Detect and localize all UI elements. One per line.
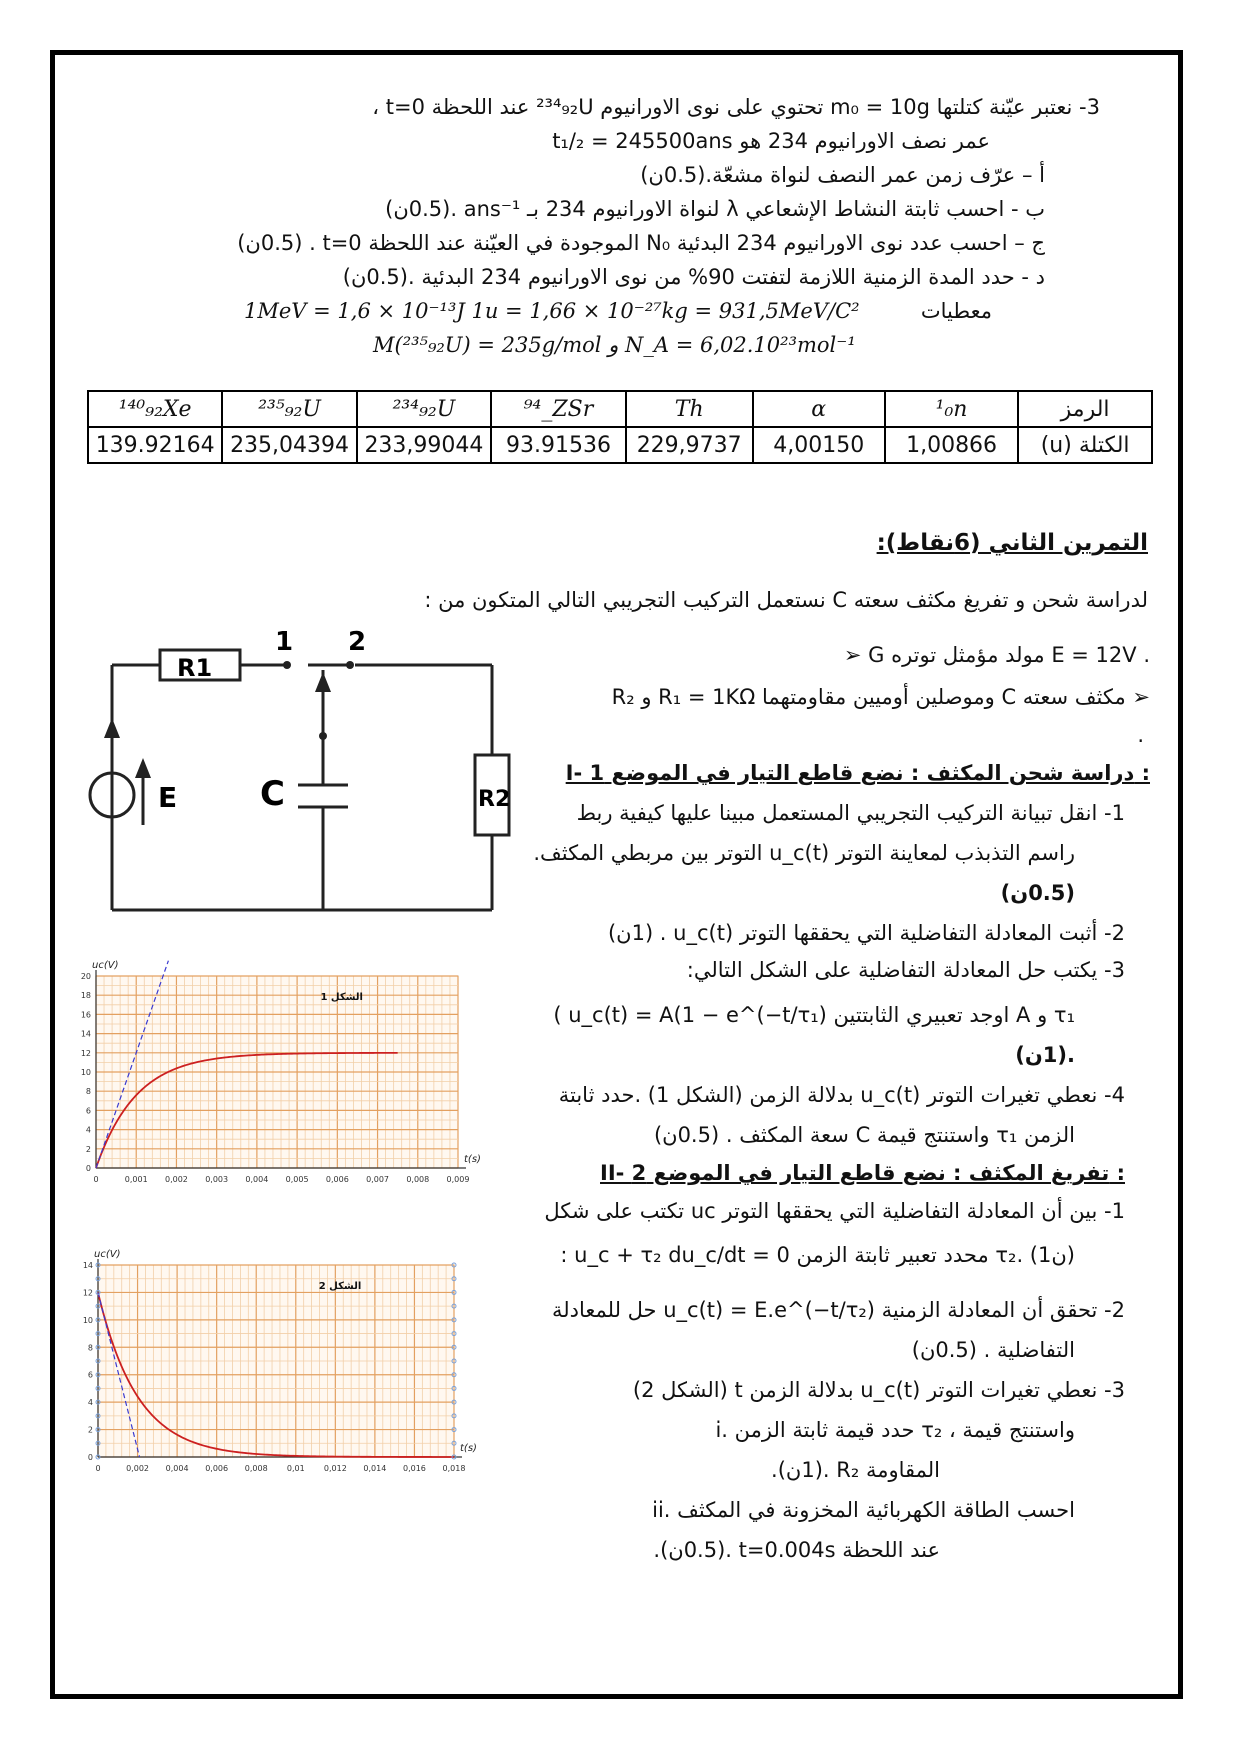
mass-table-header-row bbox=[88, 391, 1152, 427]
part2-title: II- تفريغ المكثف : نضع قاطع التيار في الموضع 2 : bbox=[600, 1161, 1125, 1185]
ex1-q3-line1: 3- نعتبر عيّنة كتلتها m₀ = 10g تحتوي على نوى الاورانيوم ²³⁴₉₂U عند اللحظة t=0 ، bbox=[372, 95, 1100, 119]
p2-q1-l1: 1- بين أن المعادلة التفاضلية التي يحققها التوتر uc تكتب على شكل bbox=[544, 1199, 1125, 1223]
chart-title: الشكل 2 bbox=[318, 1281, 362, 1292]
y-tick-label: 6 bbox=[87, 1370, 93, 1380]
y-tick-label: 8 bbox=[85, 1087, 91, 1097]
y-tick-label: 8 bbox=[87, 1343, 93, 1353]
label-r2: R2 bbox=[478, 787, 511, 812]
givens-line2: M(²³⁵₉₂U) = 235g/mol و N_A = 6,02.10²³mol⁻¹ bbox=[373, 333, 856, 357]
x-tick-label: 0,005 bbox=[285, 1175, 309, 1184]
ex2-bullet2: ➢ مكثف سعته C وموصلين أوميين مقاومتهما R₁ = 1KΩ و R₂ bbox=[611, 685, 1150, 709]
switch-terminal-2 bbox=[346, 661, 354, 669]
y-tick-label: 16 bbox=[80, 1010, 91, 1020]
ex1-qb: ب - احسب ثابتة النشاط الإشعاعي λ لنواة الاورانيوم 234 بـ ans⁻¹ .(0.5ن) bbox=[385, 197, 1045, 221]
label-c: C bbox=[260, 774, 285, 814]
mass-table-symbol: Th bbox=[626, 391, 753, 427]
y-axis-label: uc(V) bbox=[92, 960, 119, 971]
x-tick-label: 0,003 bbox=[205, 1175, 229, 1184]
y-tick-label: 2 bbox=[85, 1144, 91, 1154]
mass-table-mass: 229,9737 bbox=[626, 427, 753, 463]
mass-table-mass: 93.91536 bbox=[491, 427, 626, 463]
x-tick-label: 0,008 bbox=[406, 1175, 430, 1184]
chart-figure-2 bbox=[82, 1245, 522, 1485]
y-tick-label: 2 bbox=[87, 1425, 93, 1435]
p2-q3: 3- نعطي تغيرات التوتر u_c(t) بدلالة الزمن t (الشكل 2) bbox=[632, 1378, 1125, 1402]
y-tick-label: 20 bbox=[80, 972, 91, 981]
mass-table-mass: 235,04394 bbox=[222, 427, 356, 463]
p2-qi-l2: المقاومة R₂ .(1ن). bbox=[771, 1458, 940, 1482]
y-tick-label: 14 bbox=[80, 1029, 91, 1039]
mass-table-symbol: الرمز bbox=[1018, 391, 1152, 427]
x-axis-label: t(s) bbox=[464, 1154, 481, 1165]
p1-q2: 2- أثبت المعادلة التفاضلية التي يحققها التوتر u_c(t) . (1ن) bbox=[607, 921, 1125, 945]
mass-table-mass: 1,00866 bbox=[885, 427, 1018, 463]
label-1: 1 bbox=[275, 627, 294, 657]
mass-table-value-row bbox=[88, 427, 1152, 463]
mass-table-symbol: ⁹⁴_ZSr bbox=[491, 391, 626, 427]
mass-table-symbol: ¹⁴⁰₉₂Xe bbox=[88, 391, 222, 427]
mass-table-mass: 139.92164 bbox=[88, 427, 222, 463]
x-tick-label: 0,004 bbox=[245, 1175, 269, 1184]
p2-q2-l2: التفاضلية . (0.5ن) bbox=[911, 1338, 1075, 1362]
x-tick-label: 0,007 bbox=[366, 1175, 390, 1184]
x-tick-label: 0,006 bbox=[205, 1464, 229, 1473]
part1-title: I- دراسة شحن المكثف : نضع قاطع التيار في الموضع 1 : bbox=[565, 761, 1150, 785]
p2-q2-l1: 2- تحقق أن المعادلة الزمنية u_c(t) = E.e^(−t/τ₂) حل للمعادلة bbox=[551, 1298, 1125, 1322]
p1-q4-l1: 4- نعطي تغيرات التوتر u_c(t) بدلالة الزمن (الشكل 1) .حدد ثابتة bbox=[558, 1083, 1125, 1107]
x-tick-label: 0 bbox=[93, 1175, 99, 1184]
p1-q3-l3: .(1ن) bbox=[1015, 1043, 1075, 1067]
ex2-intro: لدراسة شحن و تفريغ مكثف سعته C نستعمل التركيب التجريبي التالي المتكون من : bbox=[424, 588, 1148, 612]
x-tick-label: 0,009 bbox=[446, 1175, 470, 1184]
givens-label: معطيات bbox=[920, 299, 992, 323]
p1-q1-l3: (0.5ن) bbox=[1000, 881, 1075, 905]
x-tick-label: 0,001 bbox=[124, 1175, 148, 1184]
p2-qii-l1: ii. احسب الطاقة الكهربائية المخزونة في المكثف bbox=[652, 1498, 1075, 1522]
ex1-qa: أ – عرّف زمن عمر النصف لنواة مشعّة.(0.5ن) bbox=[640, 163, 1045, 187]
circuit-diagram bbox=[80, 620, 520, 940]
chart-title: الشكل 1 bbox=[320, 992, 364, 1003]
ex2-title: التمرين الثاني (6نقاط): bbox=[876, 530, 1148, 556]
p2-q1-l2: : u_c + τ₂ du_c/dt = 0 محدد تعبير ثابتة الزمن τ₂. (1ن) bbox=[560, 1243, 1075, 1267]
ex1-qc: ج – احسب عدد نوى الاورانيوم 234 البدئية N₀ الموجودة في العيّنة عند اللحظة t=0 . (0.5ن) bbox=[237, 231, 1045, 255]
arrow-E bbox=[135, 758, 151, 778]
ex2-bullet1: ➢ G مولد مؤمثل توتره E = 12V . bbox=[843, 643, 1150, 667]
label-2: 2 bbox=[348, 627, 367, 657]
mass-table bbox=[87, 390, 1153, 464]
givens-line1: 1MeV = 1,6 × 10⁻¹³J 1u = 1,66 × 10⁻²⁷kg = 931,5MeV/C² bbox=[244, 299, 860, 323]
y-tick-label: 4 bbox=[87, 1398, 93, 1408]
mass-table-mass: 4,00150 bbox=[753, 427, 885, 463]
x-tick-label: 0,004 bbox=[165, 1464, 189, 1473]
label-r1: R1 bbox=[177, 654, 213, 682]
p1-q3-l2: ( u_c(t) = A(1 − e^(−t/τ₁) اوجد تعبيري الثابتتين A و τ₁ bbox=[553, 1003, 1075, 1027]
y-tick-label: 0 bbox=[85, 1164, 91, 1173]
y-tick-label: 0 bbox=[87, 1453, 93, 1462]
y-tick-label: 12 bbox=[82, 1288, 93, 1298]
ex2-dot: . bbox=[1137, 723, 1144, 747]
x-tick-label: 0,008 bbox=[244, 1464, 268, 1473]
p1-q4-l2: الزمن τ₁ واستنتج قيمة C سعة المكثف . (0.5ن) bbox=[653, 1123, 1075, 1147]
ex1-qd: د - حدد المدة الزمنية اللازمة لتفتت 90% من نوى الاورانيوم 234 البدئية .(0.5ن) bbox=[342, 265, 1045, 289]
y-tick-label: 18 bbox=[80, 991, 91, 1001]
x-tick-label: 0,012 bbox=[323, 1464, 347, 1473]
x-tick-label: 0,014 bbox=[363, 1464, 387, 1473]
x-tick-label: 0,006 bbox=[325, 1175, 349, 1184]
mass-table-symbol: ²³⁴₉₂U bbox=[357, 391, 491, 427]
x-tick-label: 0 bbox=[95, 1464, 101, 1473]
mass-table-mass: 233,99044 bbox=[357, 427, 491, 463]
x-tick-label: 0,016 bbox=[402, 1464, 426, 1473]
x-tick-label: 0,018 bbox=[442, 1464, 466, 1473]
y-tick-label: 10 bbox=[80, 1068, 91, 1077]
x-tick-label: 0,002 bbox=[164, 1175, 188, 1184]
p1-q1-l2: راسم التذبذب لمعاينة التوتر u_c(t) التوتر بين مربطي المكثف. bbox=[533, 841, 1075, 865]
arrow-current bbox=[104, 718, 120, 738]
x-axis-label: t(s) bbox=[460, 1443, 477, 1454]
p2-qii-l2: عند اللحظة t=0.004s .(0.5ن). bbox=[653, 1538, 940, 1562]
mass-table-symbol: ²³⁵₉₂U bbox=[222, 391, 356, 427]
ex1-q3-line2: عمر نصف الاورانيوم 234 هو t₁/₂ = 245500ans bbox=[552, 129, 990, 153]
y-tick-label: 4 bbox=[85, 1125, 91, 1135]
y-tick-label: 14 bbox=[82, 1261, 93, 1270]
chart-figure-1 bbox=[82, 950, 522, 1200]
label-e: E bbox=[158, 781, 178, 814]
p2-qi-l1: i. حدد قيمة ثابتة الزمن τ₂ ، واستنتج قيمة bbox=[715, 1418, 1075, 1442]
p1-q1-l1: 1- انقل تبيانة التركيب التجريبي المستعمل مبينا عليها كيفية ربط bbox=[576, 801, 1125, 825]
y-axis-label: uc(V) bbox=[94, 1249, 121, 1260]
y-tick-label: 10 bbox=[82, 1315, 93, 1325]
switch-terminal-1 bbox=[283, 661, 291, 669]
mass-table-symbol: ¹₀n bbox=[885, 391, 1018, 427]
mass-table-symbol: α bbox=[753, 391, 885, 427]
p1-q3-l1: 3- يكتب حل المعادلة التفاضلية على الشكل التالي: bbox=[686, 958, 1125, 982]
mass-table-mass: الكتلة (u) bbox=[1018, 427, 1152, 463]
y-tick-label: 6 bbox=[85, 1106, 91, 1116]
switch-arrow bbox=[315, 672, 331, 692]
x-tick-label: 0,002 bbox=[126, 1464, 150, 1473]
x-tick-label: 0,01 bbox=[286, 1464, 305, 1473]
y-tick-label: 12 bbox=[80, 1048, 91, 1058]
